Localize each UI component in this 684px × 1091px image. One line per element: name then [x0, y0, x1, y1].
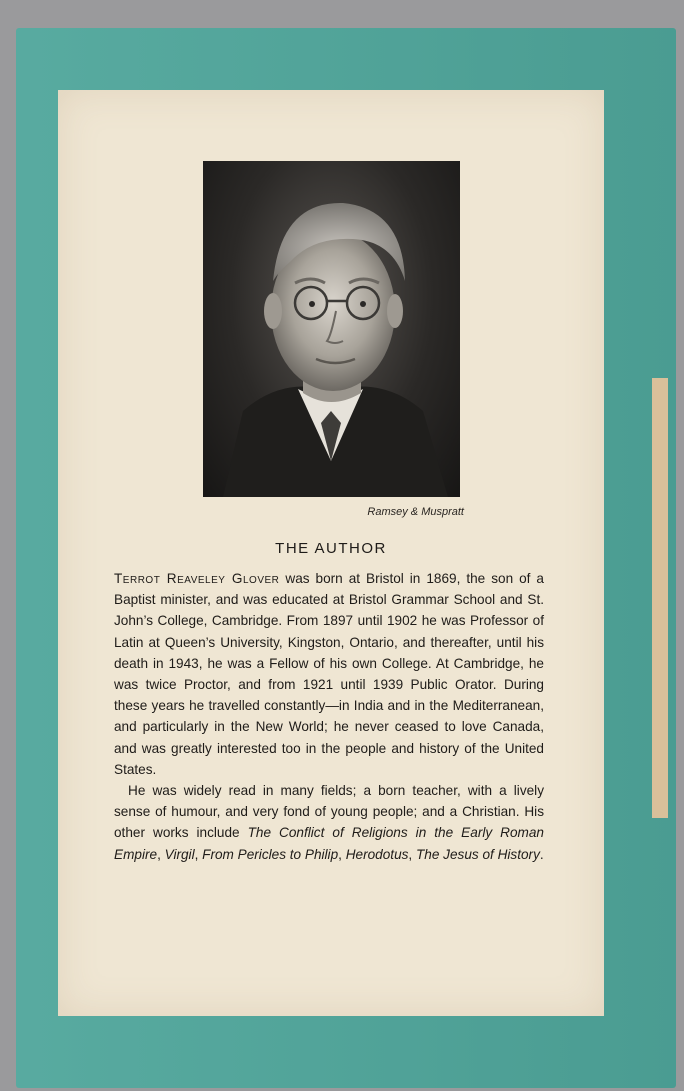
bio-paragraph-2: He was widely read in many fields; a born teacher, with a lively sense of humour, and very fond of young people; and a Christian. His other works include The Conflict of Religions in the Early Roman Empire, Virgil, From Pericles to Philip, Herodotus, The Jesus of History. [114, 783, 544, 862]
author-portrait [203, 161, 460, 497]
section-heading: THE AUTHOR [275, 540, 387, 557]
bio-paragraph-1 [114, 568, 544, 780]
spine-edge-strip [652, 378, 668, 818]
work-title: The Jesus of History [415, 846, 540, 862]
portrait-image [203, 161, 460, 497]
work-title: Herodotus [345, 846, 409, 862]
bio-paragraph-2-text: He was widely read in many fields; a born teacher, with a lively sense of humour, and very fond of young people; and a Christian. His other works include [114, 783, 544, 841]
work-title: Virgil [164, 846, 195, 862]
text-panel [58, 90, 604, 1016]
book-back-cover [16, 28, 676, 1088]
work-title: From Pericles to Philip [202, 846, 339, 862]
work-title: The Conflict of Religions in the Early Roman Empire [114, 825, 544, 862]
bio-paragraph-1-text: was born at Bristol in 1869, the son of a Baptist minister, and was educated at Bristol Grammar School and St. John’s College, Cambridge. From 1897 until 1902 he was Professor of Latin at Queen’s University, Kingston, Ontario, and thereafter, until his death in 1943, he was a Fellow of his own College. At Cambridge, he was twice Proctor, and from 1921 until 1939 Public Orator. During these years he travelled constantly—in India and in the Mediterranean, and particularly in the New World; he never ceased to love Canada, and was greatly interested too in the people and history of the United States. [114, 571, 544, 777]
photo-credit: Ramsey & Muspratt [367, 506, 464, 518]
author-biography [114, 568, 544, 865]
author-name: Terrot Reaveley Glover [114, 571, 280, 586]
